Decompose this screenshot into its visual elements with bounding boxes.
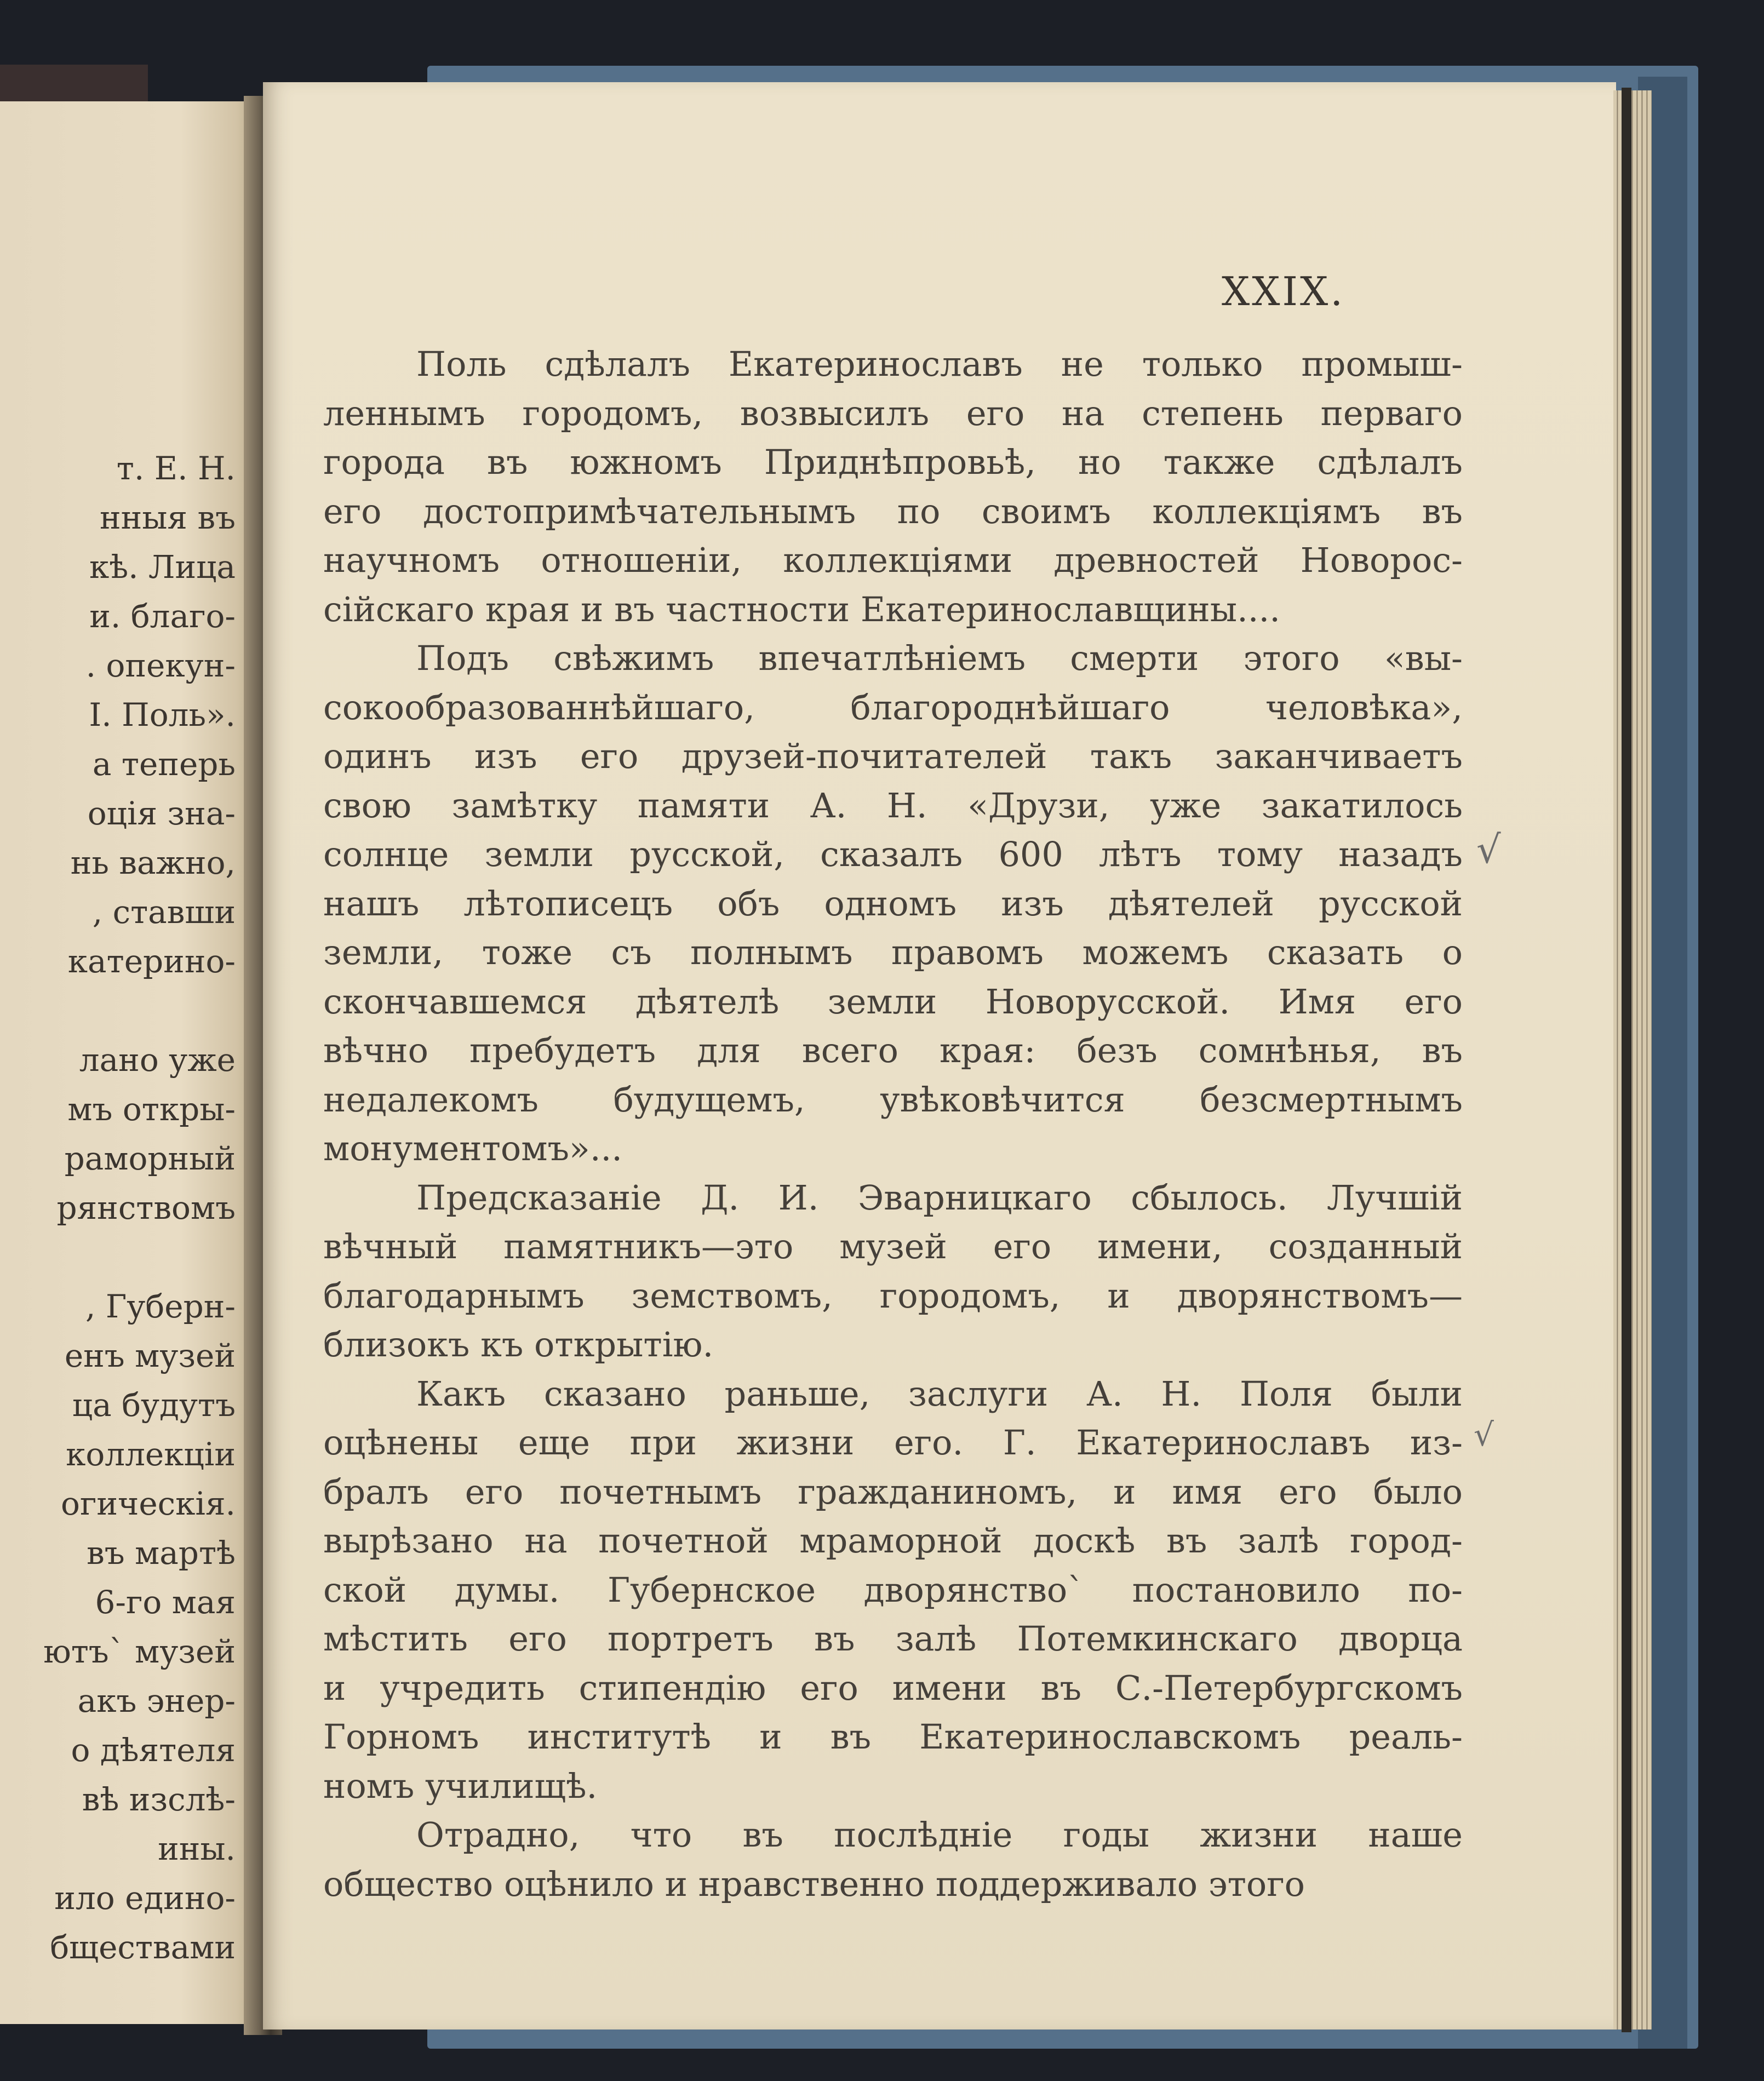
left-text-line: ило едино- — [54, 1879, 236, 1917]
left-text-line: енъ музей — [64, 1337, 236, 1374]
left-text-line: вѣ изслѣ- — [82, 1781, 236, 1818]
right-page-text — [323, 340, 1463, 1908]
text-line: скончавшемся дѣятелѣ земли Новорусской. Имя его — [323, 981, 1463, 1022]
text-line: города въ южномъ Приднѣпровьѣ, но также сдѣлалъ — [323, 442, 1463, 482]
left-text-line: нь важно, — [70, 844, 236, 881]
left-text-line: 6-го мая — [95, 1584, 236, 1621]
text-line: нашъ лѣтописецъ объ одномъ изъ дѣятелей русской — [323, 883, 1463, 924]
left-text-line: коллекціи — [66, 1436, 236, 1473]
left-text-line: катерино- — [67, 943, 236, 980]
left-text-line: лано уже — [79, 1041, 236, 1079]
left-text-line: въ мартѣ — [87, 1534, 236, 1572]
left-text-line: , ставши — [92, 893, 236, 931]
text-line: и учредить стипендію его имени въ С.-Петербургскомъ — [323, 1667, 1463, 1708]
left-text-line: о дѣятеля — [71, 1732, 236, 1769]
left-text-line: ца будутъ — [72, 1386, 236, 1424]
text-line: Предсказаніе Д. И. Эварницкаго сбылось. Лучшій — [416, 1177, 1463, 1218]
left-text-line — [0, 1232, 236, 1282]
left-page — [0, 101, 257, 2024]
left-text-line: раморный — [64, 1140, 236, 1177]
left-text-line: , Губерн- — [85, 1288, 236, 1325]
text-line: Подъ свѣжимъ впечатлѣніемъ смерти этого «вы- — [416, 638, 1463, 678]
text-line: одинъ изъ его друзей-почитателей такъ заканчиваетъ — [323, 736, 1463, 776]
left-text-line: ины. — [158, 1830, 236, 1867]
text-line: сійскаго края и въ частности Екатеринославщины.... — [323, 589, 1280, 629]
text-line: сокообразованнѣйшаго, благороднѣйшаго человѣка», — [323, 687, 1463, 727]
left-text-line: огическія. — [61, 1485, 236, 1522]
text-line: благодарнымъ земствомъ, городомъ, и дворянствомъ— — [323, 1275, 1463, 1316]
text-line: близокъ къ открытію. — [323, 1325, 714, 1365]
text-line: монументомъ»... — [323, 1128, 622, 1168]
page-edges — [1613, 90, 1652, 2030]
text-line: вѣчно пребудетъ для всего края: безъ сомнѣнья, въ — [323, 1030, 1463, 1070]
text-line: общество оцѣнило и нравственно поддерживало этого — [323, 1864, 1305, 1904]
text-line: солнце земли русской, сказалъ 600 лѣтъ тому назадъ — [323, 834, 1463, 874]
text-line: Отрадно, что въ послѣдніе годы жизни наше — [416, 1815, 1463, 1855]
left-text-line: рянствомъ — [56, 1189, 236, 1226]
left-text-line: оція зна- — [87, 795, 236, 832]
text-line: вырѣзано на почетной мраморной доскѣ въ залѣ город- — [323, 1521, 1463, 1561]
text-line: мѣстить его портретъ въ залѣ Потемкинскаго дворца — [323, 1619, 1463, 1659]
text-line: оцѣнены еще при жизни его. Г. Екатеринославъ из- — [323, 1423, 1463, 1463]
text-line: земли, тоже съ полнымъ правомъ можемъ сказать о — [323, 932, 1463, 972]
text-line: недалекомъ будущемъ, увѣковѣчится безсмертнымъ — [323, 1079, 1463, 1120]
left-page-text — [0, 444, 236, 1972]
text-line: научномъ отношеніи, коллекціями древностей Новорос- — [323, 540, 1463, 580]
text-line: номъ училищѣ. — [323, 1765, 598, 1806]
page-edge-shadow — [1622, 88, 1631, 2032]
text-line: Горномъ институтѣ и въ Екатеринославскомъ реаль- — [323, 1717, 1463, 1757]
left-text-line: ютъ` музей — [43, 1633, 236, 1670]
left-text-line: т. Е. Н. — [116, 450, 236, 487]
text-line: его достопримѣчательнымъ по своимъ коллекціямъ въ — [323, 491, 1463, 531]
left-text-line: мъ откры- — [67, 1091, 236, 1128]
left-text-line: нныя въ — [99, 499, 236, 536]
left-text-line: и. благо- — [89, 598, 236, 635]
text-line: бралъ его почетнымъ гражданиномъ, и имя его было — [323, 1471, 1463, 1512]
checkmark-annotation: √ — [1474, 1416, 1494, 1453]
left-text-line: бществами — [50, 1929, 236, 1966]
text-line: леннымъ городомъ, возвысилъ его на степень перваго — [323, 393, 1463, 433]
text-line: свою замѣтку памяти А. Н. «Друзи, уже закатилось — [323, 785, 1463, 825]
text-line: Поль сдѣлалъ Екатеринославъ не только промыш- — [416, 344, 1463, 384]
left-text-line: а теперь — [92, 746, 236, 783]
page-number: XXIX. — [1222, 268, 1345, 314]
text-line: Какъ сказано раньше, заслуги А. Н. Поля были — [416, 1373, 1463, 1414]
left-text-line — [0, 986, 236, 1035]
left-text-line: акъ энер- — [77, 1682, 236, 1719]
left-text-line: I. Поль». — [89, 696, 236, 733]
left-text-line: . опекун- — [85, 647, 236, 684]
left-text-line: кѣ. Лица — [89, 548, 236, 586]
checkmark-annotation: √ — [1476, 827, 1501, 872]
text-line: ской думы. Губернское дворянство` постановило по- — [323, 1569, 1463, 1610]
text-line: вѣчный памятникъ—это музей его имени, созданный — [323, 1226, 1463, 1266]
